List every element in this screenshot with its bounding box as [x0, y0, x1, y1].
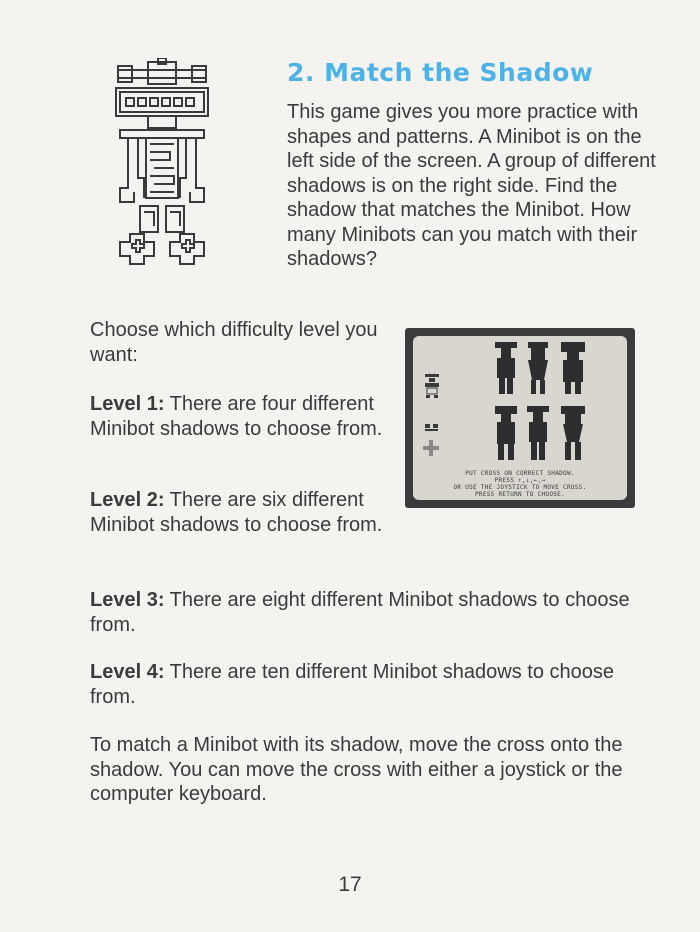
shadows-row-2 [495, 406, 585, 460]
level-1-label: Level 1: [90, 393, 165, 415]
level-1-text: There are four different Minibot shadows to choose from. [90, 393, 383, 440]
level-2-text: There are six different Minibot shadows to choose from. [90, 489, 383, 536]
page-number: 17 [338, 873, 362, 896]
level-3-description [90, 588, 650, 637]
minibot-illustration [112, 58, 212, 272]
page-title: 2. Match the Shadow [287, 58, 594, 87]
game-instruction-line-3: OR USE THE JOYSTICK TO MOVE CROSS. [453, 484, 587, 491]
level-4-text: There are ten different Minibot shadows to choose from. [90, 661, 615, 708]
game-instructions [413, 470, 627, 498]
level-1-description [90, 392, 390, 441]
level-4-label: Level 4: [90, 661, 165, 683]
cross-cursor-icon [423, 440, 439, 456]
level-2-description [90, 488, 390, 537]
level-4-description [90, 660, 650, 709]
intro-paragraph: This game gives you more practice with shapes and patterns. A Minibot is on the left side of the screen. A group of different shadows is on the right side. Find the shadow that matches the Minibot. How many Minibots can you match with their shadows? [287, 101, 656, 270]
shadows-row-1 [495, 342, 585, 394]
instructions-paragraph: To match a Minibot with its shadow, move the cross onto the shadow. You can move the cross with either a joystick or the computer keyboard. [90, 734, 623, 805]
game-instruction-line-4: PRESS RETURN TO CHOOSE. [475, 491, 565, 498]
game-instruction-line-1: PUT CROSS ON CORRECT SHADOW. [465, 470, 575, 477]
game-instruction-line-2: PRESS ↑,↓,←,→ [494, 477, 546, 484]
game-graphics [413, 336, 627, 470]
game-screen [413, 336, 627, 500]
game-screenshot [405, 328, 635, 508]
level-3-label: Level 3: [90, 589, 165, 611]
level-3-text: There are eight different Minibot shadows to choose from. [90, 589, 630, 636]
choose-level-text: Choose which difficulty level you want: [90, 319, 378, 366]
level-2-label: Level 2: [90, 489, 165, 511]
minibot-sprite [425, 374, 439, 398]
small-bots-icon [425, 424, 438, 431]
